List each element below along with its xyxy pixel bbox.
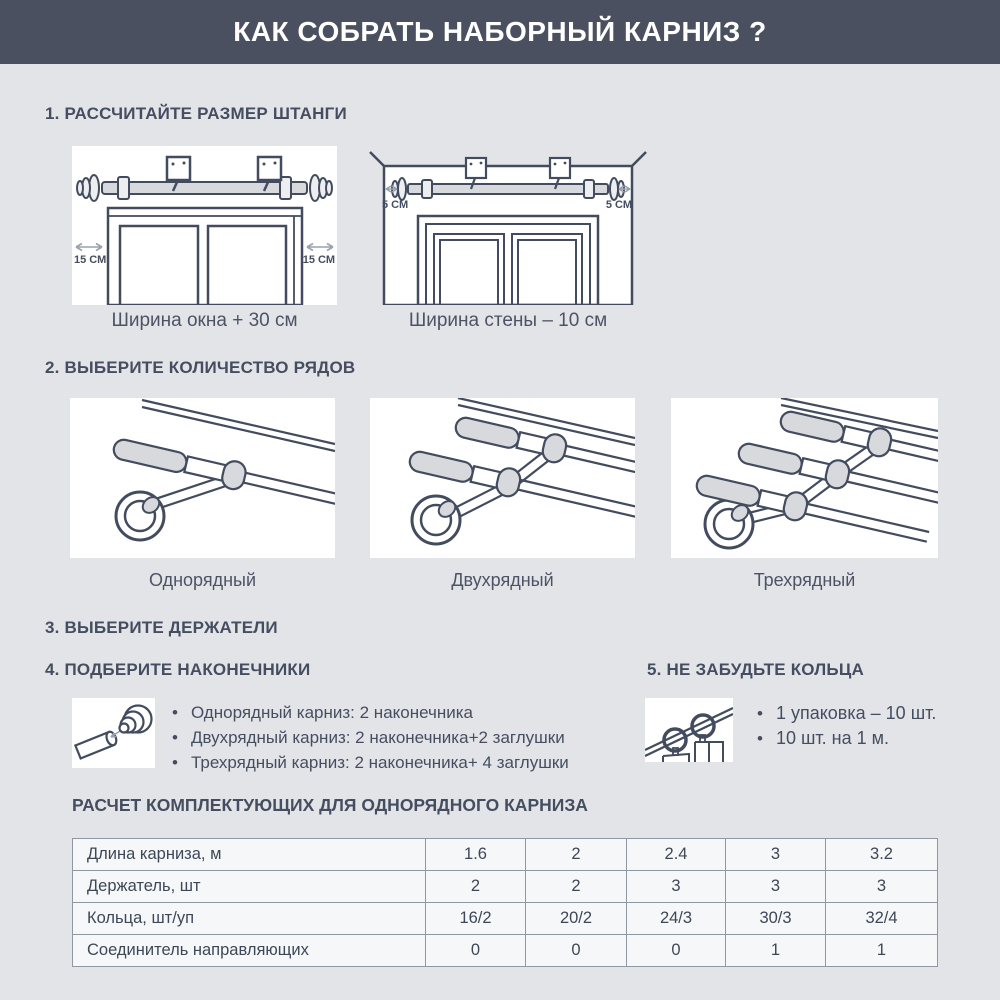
finial-icon bbox=[72, 698, 155, 768]
cell: 16/2 bbox=[426, 903, 526, 935]
step4-bullet-1: • Однорядный карниз: 2 наконечника bbox=[190, 703, 474, 722]
list-item bbox=[172, 750, 569, 775]
row-label: Держатель, шт bbox=[73, 871, 426, 903]
cell: 3 bbox=[826, 871, 938, 903]
window-right-offset-label: 15 СМ bbox=[302, 254, 335, 266]
step1-heading: 1. РАССЧИТАЙТЕ РАЗМЕР ШТАНГИ bbox=[45, 104, 347, 123]
row-label: Кольца, шт/уп bbox=[73, 903, 426, 935]
wall-left-offset-label: 5 СМ bbox=[382, 199, 409, 211]
cell: 3 bbox=[726, 871, 826, 903]
triple-row-panel bbox=[671, 398, 938, 558]
table-row bbox=[73, 903, 938, 935]
step4-bullet-list bbox=[172, 700, 569, 775]
table-title: РАСЧЕТ КОМПЛЕКТУЮЩИХ ДЛЯ ОДНОРЯДНОГО КАРНИЗА bbox=[72, 795, 588, 815]
list-item bbox=[172, 725, 569, 750]
cell: 0 bbox=[426, 935, 526, 967]
list-item bbox=[757, 701, 936, 726]
step4-bullet-2: • Двухрядный карниз: 2 наконечника+2 заглушки bbox=[190, 728, 565, 747]
cell: 2.4 bbox=[627, 839, 726, 871]
cell: 30/3 bbox=[726, 903, 826, 935]
step5-bullet-list bbox=[757, 701, 936, 751]
cell: 0 bbox=[627, 935, 726, 967]
cell: 0 bbox=[526, 935, 627, 967]
step3-heading: 3. ВЫБЕРИТЕ ДЕРЖАТЕЛИ bbox=[45, 618, 278, 637]
wall-diagram-caption: Ширина стены – 10 см bbox=[408, 310, 608, 331]
wall-diagram-panel bbox=[368, 146, 648, 305]
step4-heading: 4. ПОДБЕРИТЕ НАКОНЕЧНИКИ bbox=[45, 660, 311, 679]
cell: 24/3 bbox=[627, 903, 726, 935]
window-diagram-panel bbox=[72, 146, 337, 305]
window-rod-diagram bbox=[72, 146, 337, 305]
step2-heading: 2. ВЫБЕРИТЕ КОЛИЧЕСТВО РЯДОВ bbox=[45, 358, 356, 377]
triple-row-caption: Трехрядный bbox=[753, 570, 856, 590]
wall-right-offset-label: 5 СМ bbox=[605, 199, 632, 211]
step5-heading: 5. НЕ ЗАБУДЬТЕ КОЛЬЦА bbox=[647, 660, 864, 679]
finial-icon-box bbox=[72, 698, 155, 768]
single-row-panel bbox=[70, 398, 335, 558]
step5-bullet-1: • 1 упаковка – 10 шт. bbox=[775, 703, 937, 723]
cell: 1 bbox=[726, 935, 826, 967]
step4-bullet-3: • Трехрядный карниз: 2 наконечника+ 4 заглушки bbox=[190, 753, 569, 772]
table-row bbox=[73, 839, 938, 871]
cell: 2 bbox=[526, 871, 627, 903]
cell: 32/4 bbox=[826, 903, 938, 935]
cell: 3 bbox=[627, 871, 726, 903]
row-label: Длина карниза, м bbox=[73, 839, 426, 871]
double-row-diagram bbox=[370, 398, 635, 558]
double-row-caption: Двухрядный bbox=[451, 570, 554, 590]
single-row-diagram bbox=[70, 398, 335, 558]
cell: 1.6 bbox=[426, 839, 526, 871]
cell: 3 bbox=[726, 839, 826, 871]
rings-icon-box bbox=[645, 698, 733, 762]
cell: 2 bbox=[526, 839, 627, 871]
cell: 20/2 bbox=[526, 903, 627, 935]
window-left-offset-label: 15 СМ bbox=[74, 254, 107, 266]
page-title: КАК СОБРАТЬ НАБОРНЫЙ КАРНИЗ ? bbox=[233, 16, 767, 47]
double-row-panel bbox=[370, 398, 635, 558]
window-diagram-caption: Ширина окна + 30 см bbox=[111, 310, 298, 331]
cell: 2 bbox=[426, 871, 526, 903]
cell: 1 bbox=[826, 935, 938, 967]
triple-row-diagram bbox=[671, 398, 938, 558]
list-item bbox=[172, 700, 569, 725]
table-row bbox=[73, 935, 938, 967]
single-row-caption: Однорядный bbox=[148, 570, 257, 590]
wall-rod-diagram bbox=[368, 146, 648, 305]
cell: 3.2 bbox=[826, 839, 938, 871]
header-bar bbox=[0, 0, 1000, 64]
components-table bbox=[72, 838, 938, 967]
curtain-rings-icon bbox=[645, 698, 733, 762]
row-label: Соединитель направляющих bbox=[73, 935, 426, 967]
step5-bullet-2: • 10 шт. на 1 м. bbox=[775, 728, 890, 748]
table-row bbox=[73, 871, 938, 903]
list-item bbox=[757, 726, 936, 751]
